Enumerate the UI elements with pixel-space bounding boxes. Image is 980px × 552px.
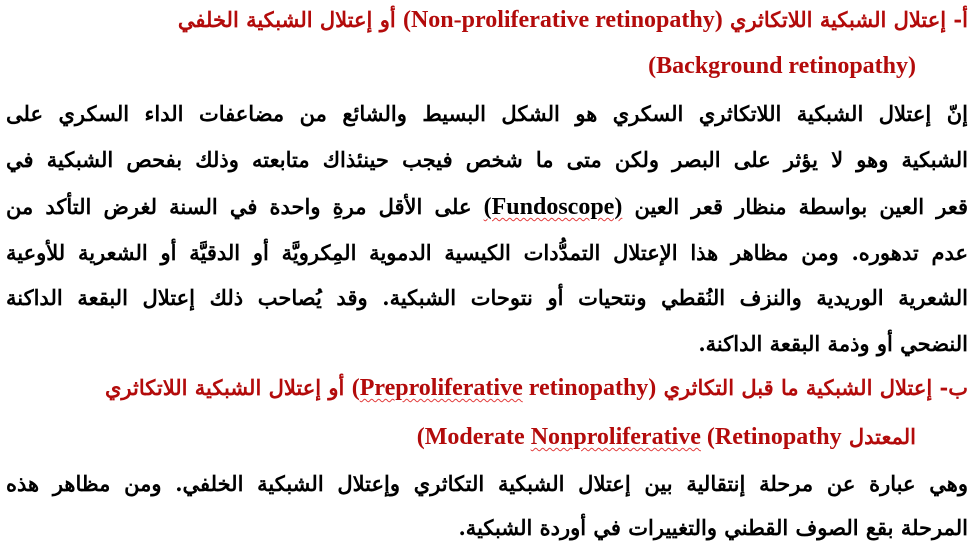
section-b-title-english-rest: retinopathy): [522, 375, 657, 401]
section-a-body-line-5: الشعرية الوريدية والنزف النُقطي ونتحيات أو نتوحات الشبكية. وقد يُصاحب ذلك إعتلال البقعة الداكنة: [6, 285, 968, 310]
section-b-body-line-2: المرحلة بقع الصوف القطني والتغييرات في أوردة الشبكية.: [458, 515, 968, 540]
section-a-title-arabic-alt: أو إعتلال الشبكية الخلفي: [177, 7, 403, 32]
section-b-body-line-1: وهي عبارة عن مرحلة إنتقالية بين إعتلال الشبكية التكاثري وإعتلال الشبكية الخلفي. ومن مظاهر هذه: [6, 471, 968, 496]
section-b-title-arabic: إعتلال الشبكية ما قبل التكاثري: [656, 375, 933, 400]
section-a-heading-line-2: [6, 46, 916, 86]
section-b-marker: ب-: [932, 375, 968, 400]
section-b-title-arabic-alt: أو إعتلال الشبكية اللاتكاثري: [105, 375, 352, 400]
section-a-heading-line-1: [6, 0, 968, 40]
section-a-subtitle-english: (Background retinopathy): [648, 53, 916, 79]
section-a-body-line-3: [6, 187, 968, 227]
fundoscope-text-after: على الأقل مرةِ واحدة في السنة لغرض التأكد من: [6, 194, 484, 219]
section-a-body-line-1: إنّ إعتلال الشبكية اللاتكاثري السكري هو الشكل البسيط والشائع من مضاعفات الداء السكري على: [6, 101, 968, 126]
section-b-subtitle-arabic: المعتدل: [841, 424, 916, 449]
fundoscope-term: (Fundoscope): [483, 194, 623, 220]
section-b-title-english: [352, 375, 657, 401]
fundoscope-text-before: قعر العين بواسطة منظار قعر العين: [622, 194, 968, 219]
section-b-subtitle-rest: (Retinopathy: [700, 424, 842, 450]
section-a-body-line-2: الشبكية وهو لا يؤثر على البصر ولكن متى ما شخص فيجب حينئذاك متابعته وذلك بفحص الشبكية في: [6, 147, 968, 172]
section-b-heading-line-1: [6, 368, 968, 408]
section-a-marker: أ-: [946, 7, 968, 32]
section-a-body-line-6: النضحي أو وذمة البقعة الداكنة.: [698, 331, 968, 356]
section-b-subtitle-open: (Moderate: [416, 424, 531, 450]
preproliferative-term: Preproliferative: [359, 375, 523, 401]
section-a-title-arabic: إعتلال الشبكية اللاتكاثري: [722, 7, 947, 32]
nonproliferative-term: Nonproliferative: [530, 424, 701, 450]
section-b-subtitle-english: [417, 424, 842, 450]
section-b-heading-line-2: [6, 417, 916, 457]
section-a-body-line-4: عدم تدهوره. ومن مظاهر هذا الإعتلال التمدُّدات الكيسية الدموية المِكرويَّة أو الدقيَّة أو الشعرية للأوعية: [6, 240, 968, 265]
section-b-title-paren: (: [351, 375, 360, 401]
section-a-title-english: (Non-proliferative retinopathy): [402, 7, 723, 33]
